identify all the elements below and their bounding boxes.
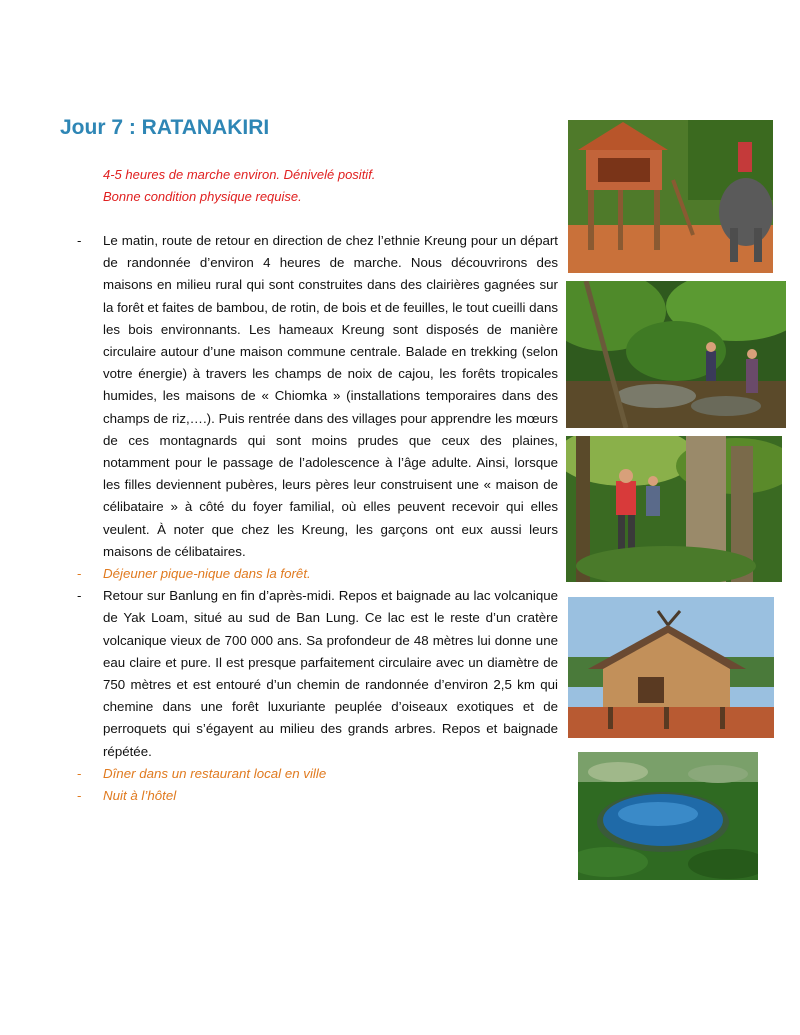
photo-jungle-trek: [566, 281, 786, 428]
list-item-text: Le matin, route de retour en direction de chez l’ethnie Kreung pour un départ de randonnée d’environ 4 heures de marche. Nous découvrirons des maisons en milieu rural qui sont construites dans des clairières gagnées sur la forêt et faites de bambou, de rotin, de bois et de feuilles, le tout cueilli dans les bois environnants. Les hameaux Kreung sont disposés de manière circulaire autour d’une maison commune centrale. Balade en trekking (selon votre énergie) à travers les champs de noix de cajou, les forêts tropicales humides, les maisons de « Chiomka » (installations temporaires dans des champs de riz,….). Puis rentrée dans des villages pour apprendre les mœurs de ces montagnards qui sont moins prudes que ceux des plaines, notamment pour le passage de l’adolescence à l’âge adulte. Ainsi, lorsque les filles deviennent pubères, leurs pères leur construisent une « maison de célibataire » à côté du foyer familial, où elles peuvent recevoir qui elles veulent. À noter que chez les Kreung, les garçons ont eux aussi leurs maisons de célibataires.: [103, 233, 558, 559]
list-item-lunch: [60, 563, 558, 585]
list-item-dinner: [60, 763, 558, 785]
list-item-text: Retour sur Banlung en fin d’après-midi. Repos et baignade au lac volcanique de Yak Loam, situé au sud de Ban Lung. Ce lac est le reste d’un cratère volcanique vieux de 700 000 ans. Sa profondeur de 48 mètres lui donne une eau claire et pure. Il est presque parfaitement circulaire avec un diamètre de 750 mètres et est entouré d’un chemin de randonnée d’environ 2,5 km qui chemine dans une forêt luxuriante peuplée d’oiseaux exotiques et de perroquets qui s’égayent au milieu des grands arbres. Repos et baignade répétée.: [103, 588, 558, 759]
hikers-forest-image: [566, 436, 782, 582]
stilt-house-elephant-image: [568, 120, 773, 273]
list-item-text: Nuit à l’hôtel: [103, 788, 177, 804]
bullet-dash: -: [77, 788, 82, 804]
photo-stilt-house-elephant: [568, 120, 773, 273]
intro-line-condition: Bonne condition physique requise.: [103, 189, 302, 204]
bullet-dash: -: [77, 765, 82, 781]
page-title: Jour 7 : RATANAKIRI: [60, 116, 270, 139]
photo-hikers-forest: [566, 436, 782, 582]
list-item-text: Déjeuner pique-nique dans la forêt.: [103, 566, 311, 582]
intro-line-duration: 4-5 heures de marche environ. Dénivelé positif.: [103, 167, 376, 182]
jungle-trek-image: [566, 281, 786, 428]
traditional-house-image: [568, 597, 774, 738]
list-item-morning: [60, 230, 558, 563]
bullet-dash: -: [77, 233, 82, 248]
list-item-afternoon: [60, 585, 558, 763]
photo-traditional-house: [568, 597, 774, 738]
itinerary-list: [60, 230, 558, 807]
bullet-dash: -: [77, 588, 82, 604]
bullet-dash: -: [77, 566, 82, 582]
photo-crater-lake: [578, 752, 758, 880]
crater-lake-image: [578, 752, 758, 880]
list-item-text: Dîner dans un restaurant local en ville: [103, 765, 327, 781]
trek-intro: [103, 164, 543, 208]
list-item-night: [60, 785, 558, 807]
